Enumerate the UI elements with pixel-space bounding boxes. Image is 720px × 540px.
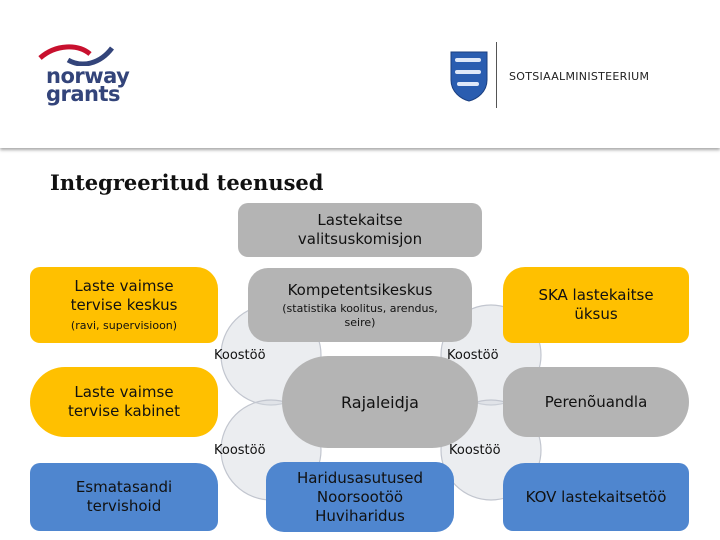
node-kompetentsikeskus bbox=[248, 268, 472, 342]
node-sublabel: (statistika koolitus, arendus, bbox=[282, 301, 438, 315]
node-title: Kompetentsikeskus bbox=[287, 280, 433, 299]
koostoo-label-bottom-right: Koostöö bbox=[449, 443, 501, 458]
node-sublabel: (ravi, supervisioon) bbox=[70, 319, 178, 332]
node-label: valitsuskomisjon bbox=[297, 230, 423, 248]
node-kov-lastekaitsetoo bbox=[503, 463, 689, 531]
koostoo-label-top-right: Koostöö bbox=[447, 348, 499, 363]
node-title: KOV lastekaitsetöö bbox=[525, 487, 667, 506]
logo-line2: grants bbox=[46, 82, 121, 106]
node-label: tervise kabinet bbox=[67, 402, 181, 420]
node-label: tervishoid bbox=[86, 497, 162, 515]
node-label: Haridusasutused bbox=[296, 468, 424, 487]
node-label: Esmatasandi bbox=[75, 478, 173, 496]
node-laste-vaimse-tervise-keskus bbox=[30, 267, 218, 343]
node-label: tervise keskus bbox=[70, 296, 178, 314]
page-title: Integreeritud teenused bbox=[50, 170, 324, 195]
koostoo-label-bottom-left: Koostöö bbox=[214, 443, 266, 458]
node-label: Laste vaimse bbox=[74, 383, 174, 401]
node-haridusasutused bbox=[266, 462, 454, 532]
node-title: Perenõuandla bbox=[544, 392, 648, 411]
node-label: Noorsootöö bbox=[316, 487, 404, 506]
node-laste-vaimse-tervise-kabinet bbox=[30, 367, 218, 437]
ministry-name: SOTSIAALMINISTEERIUM bbox=[509, 70, 650, 83]
node-ska-lastekaitse-uksus bbox=[503, 267, 689, 343]
node-title: Rajaleidja bbox=[341, 392, 419, 412]
node-label: üksus bbox=[574, 305, 618, 323]
node-label: Lastekaitse bbox=[317, 211, 403, 229]
node-label: Laste vaimse bbox=[74, 277, 174, 295]
logo-line1: norway bbox=[46, 64, 130, 88]
node-sublabel: seire) bbox=[344, 315, 376, 329]
node-label: SKA lastekaitse bbox=[538, 286, 654, 304]
node-esmatasandi-tervishoid bbox=[30, 463, 218, 531]
node-label: Huviharidus bbox=[315, 506, 405, 525]
node-lastekaitse-valitsuskomisjon bbox=[238, 203, 482, 257]
node-perenouandla bbox=[503, 367, 689, 437]
koostoo-label-top-left: Koostöö bbox=[214, 348, 266, 363]
node-rajaleidja bbox=[282, 356, 478, 448]
